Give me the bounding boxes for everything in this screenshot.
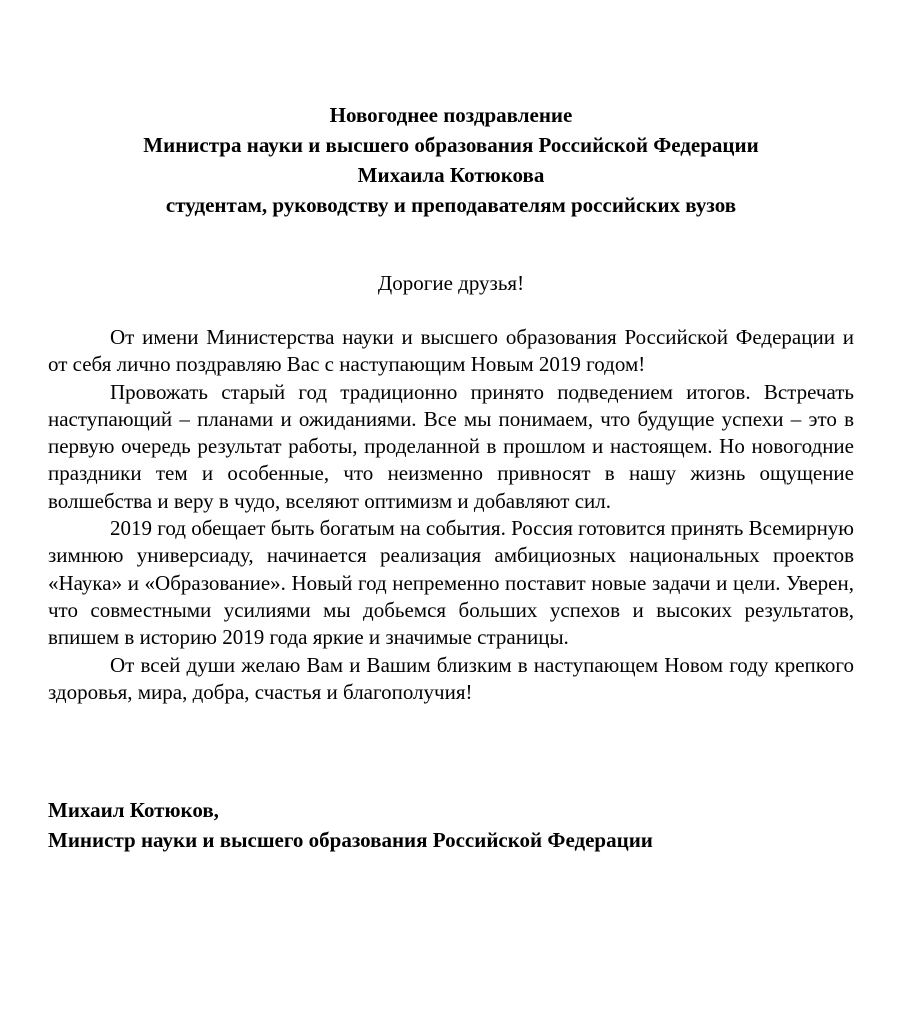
letter-body xyxy=(48,324,854,706)
paragraph: От всей души желаю Вам и Вашим близким в наступающем Новом году крепкого здоровья, мира, добра, счастья и благополучия! xyxy=(48,652,854,704)
heading-line-1: Новогоднее поздравление xyxy=(329,103,573,127)
heading-line-4: студентам, руководству и преподавателям российских вузов xyxy=(165,193,737,217)
paragraph: От имени Министерства науки и высшего образования Российской Федерации и от себя лично поздравляю Вас с наступающим Новым 2019 годом! xyxy=(48,325,854,377)
document-page xyxy=(48,0,854,855)
signature-name: Михаил Котюков, xyxy=(48,798,219,823)
greeting: Дорогие друзья! xyxy=(377,271,525,295)
document-heading xyxy=(48,100,854,220)
signature-title: Министр науки и высшего образования Российской Федерации xyxy=(48,828,653,853)
paragraph: Провожать старый год традиционно принято подведением итогов. Встречать наступающий – планами и ожиданиями. Все мы понимаем, что будущие успехи – это в первую очередь результат работы, проделанной в прошлом и настоящем. Но новогодние праздники тем и особенные, что неизменно привносят в нашу жизнь ощущение волшебства и веру в чудо, вселяют оптимизм и добавляют сил. xyxy=(48,379,854,513)
heading-line-3: Михаила Котюкова xyxy=(357,163,545,187)
paragraph: 2019 год обещает быть богатым на события. Россия готовится принять Всемирную зимнюю универсиаду, начинается реализация амбициозных национальных проектов «Наука» и «Образование». Новый год непременно поставит новые задачи и цели. Уверен, что совместными усилиями мы добьемся больших успехов и высоких результатов, впишем в историю 2019 года яркие и значимые страницы. xyxy=(48,516,854,650)
signature-block xyxy=(48,795,854,855)
heading-line-2: Министра науки и высшего образования Российской Федерации xyxy=(143,133,759,157)
